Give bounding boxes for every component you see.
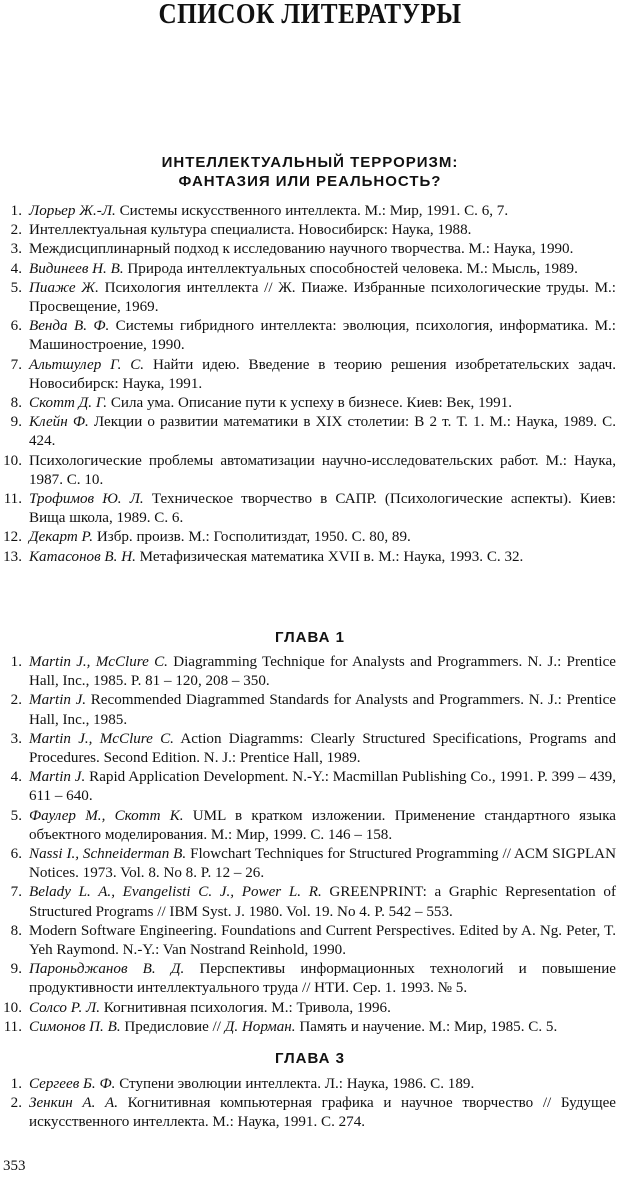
- reference-text: Предисловие //: [124, 1018, 221, 1035]
- reference-item: [0, 240, 616, 259]
- reference-author: Солсо Р. Л.: [29, 999, 101, 1016]
- reference-list: [0, 1075, 616, 1133]
- reference-author: Лорьер Ж.-Л.: [29, 203, 116, 219]
- reference-text: GREENPRINT: a Graphic Representation of Structured Programs // IBM Syst. J. 1980. Vol. 19. No 4. P. 542 – 553.: [29, 884, 616, 920]
- reference-number: 4.: [10, 769, 22, 786]
- reference-number: 3.: [10, 730, 22, 747]
- reference-item: [0, 490, 616, 528]
- reference-text: Междисциплинарный подход к исследованию научного творчества. М.: Наука, 1990.: [29, 241, 574, 258]
- reference-item: [0, 452, 616, 490]
- reference-text: Психология интеллекта // Ж. Пиаже. Избранные психологические труды. М.: Просвещение, 1969.: [29, 279, 616, 316]
- reference-item: [0, 922, 616, 960]
- reference-author: Фаулер М., Скотт К.: [29, 807, 184, 824]
- reference-item: [0, 394, 616, 413]
- reference-number: 10.: [3, 452, 22, 469]
- reference-number: 13.: [3, 548, 22, 565]
- reference-author: Видинеев Н. В.: [29, 260, 124, 277]
- reference-text: Память и научение. М.: Мир, 1985. С. 5.: [299, 1018, 558, 1035]
- reference-text: Action Diagramms: Clearly Structured Specifications, Programs and Procedures. Second Edition. N. J.: Prentice Hall, 1989.: [29, 730, 616, 767]
- reference-number: 1.: [10, 654, 22, 670]
- reference-list: [0, 202, 616, 567]
- reference-author: Катасонов В. Н.: [29, 548, 136, 565]
- section-heading: [0, 628, 620, 647]
- reference-number: 2.: [10, 1095, 22, 1112]
- reference-author: Belady L. A., Evangelisti C. J., Power L. R.: [29, 884, 322, 901]
- reference-number: 10.: [3, 999, 22, 1016]
- section-heading: [0, 1049, 620, 1068]
- reference-author: Пароньджанов В. Д.: [29, 961, 185, 978]
- reference-item: [0, 260, 616, 279]
- reference-author: Скотт Д. Г.: [29, 395, 108, 412]
- reference-item: [0, 807, 616, 845]
- reference-author: Пиаже Ж.: [29, 279, 99, 296]
- reference-number: 3.: [10, 241, 22, 258]
- reference-item: [0, 528, 616, 547]
- reference-item: [0, 413, 616, 451]
- reference-author: Симонов П. В.: [29, 1018, 121, 1035]
- section-heading-line: ГЛАВА 1: [275, 629, 345, 646]
- reference-item: [0, 356, 616, 394]
- section-heading-line: ФАНТАЗИЯ ИЛИ РЕАЛЬНОСТЬ?: [178, 173, 442, 190]
- reference-text: Сила ума. Описание пути к успеху в бизнесе. Киев: Век, 1991.: [110, 395, 513, 412]
- reference-author: Nassi I., Schneiderman B.: [29, 846, 187, 863]
- reference-number: 9.: [10, 414, 22, 431]
- reference-item: [0, 768, 616, 806]
- reference-author: Martin J., McClure C.: [29, 730, 174, 747]
- section-heading-line: ГЛАВА 3: [275, 1050, 345, 1067]
- reference-item: [0, 317, 616, 355]
- reference-number: 1.: [10, 1076, 22, 1092]
- reference-number: 8.: [10, 395, 22, 412]
- reference-number: 5.: [10, 279, 22, 296]
- reference-number: 7.: [10, 884, 22, 901]
- reference-item: [0, 653, 616, 691]
- reference-author: Martin J., McClure C.: [29, 654, 168, 670]
- reference-author: Трофимов Ю. Л.: [29, 491, 144, 508]
- section-heading: [0, 153, 620, 191]
- reference-number: 4.: [10, 260, 22, 277]
- reference-number: 5.: [10, 807, 22, 824]
- reference-text: Rapid Application Development. N.-Y.: Macmillan Publishing Co., 1991. P. 399 – 439, 611 – 640.: [29, 769, 616, 805]
- reference-text: Modern Software Engineering. Foundations and Current Perspectives. Edited by A. Ng. Peter, T. Yeh Raymond. N.-Y.: Van Nostrand Reinhold, 1990.: [29, 922, 616, 959]
- reference-item: [0, 883, 616, 921]
- reference-item: [0, 999, 616, 1018]
- reference-author: Martin J.: [29, 769, 86, 786]
- reference-author: Альтшулер Г. С.: [29, 356, 145, 373]
- reference-item: [0, 279, 616, 317]
- reference-number: 8.: [10, 922, 22, 939]
- reference-item: [0, 691, 616, 729]
- reference-text: Найти идею. Введение в теорию решения изобретательских задач. Новосибирск: Наука, 1991.: [29, 356, 616, 392]
- reference-list: [0, 653, 616, 1037]
- reference-author: Венда В. Ф.: [29, 318, 110, 335]
- reference-text: Flowchart Techniques for Structured Programming // ACM SIGPLAN Notices. 1973. Vol. 8. No 8. P. 12 – 26.: [29, 846, 616, 882]
- reference-item: [0, 548, 616, 567]
- reference-number: 9.: [10, 961, 22, 978]
- reference-number: 6.: [10, 318, 22, 335]
- reference-text: Техническое творчество в САПР. (Психологические аспекты). Киев: Вища школа, 1989. С. 6.: [29, 491, 616, 527]
- reference-text: Когнитивная компьютерная графика и научное творчество // Будущее искусственного интеллекта. М.: Наука, 1991. С. 274.: [29, 1095, 617, 1131]
- reference-text: Метафизическая математика XVII в. М.: Наука, 1993. С. 32.: [139, 548, 524, 565]
- reference-item: [0, 1094, 616, 1132]
- reference-text: Интеллектуальная культура специалиста. Новосибирск: Наука, 1988.: [29, 222, 472, 239]
- reference-text: UML в кратком изложении. Применение стандартного языка объектного моделирования. М.: Мир, 1999. С. 146 – 158.: [29, 807, 616, 843]
- reference-number: 1.: [10, 203, 22, 219]
- reference-item: [0, 1018, 616, 1037]
- page-number: 353: [3, 1158, 26, 1174]
- reference-item: [0, 730, 616, 768]
- reference-text: Природа интеллектуальных способностей человека. М.: Мысль, 1989.: [127, 260, 578, 277]
- reference-number: 7.: [10, 356, 22, 373]
- reference-author: Д. Норман.: [224, 1018, 296, 1035]
- reference-text: Перспективы информационных технологий и повышение продуктивности интеллектуального труда // НТИ. Сер. 1. 1993. № 5.: [29, 961, 616, 997]
- reference-number: 2.: [10, 692, 22, 709]
- reference-item: [0, 1075, 616, 1094]
- section-heading-line: ИНТЕЛЛЕКТУАЛЬНЫЙ ТЕРРОРИЗМ:: [161, 154, 459, 171]
- reference-text: Психологические проблемы автоматизации научно-исследовательских работ. М.: Наука, 1987. С. 10.: [29, 452, 616, 488]
- reference-number: 2.: [10, 222, 22, 239]
- reference-author: Сергеев Б. Ф.: [29, 1076, 116, 1092]
- reference-author: Клейн Ф.: [29, 414, 89, 431]
- reference-author: Martin J.: [29, 692, 87, 709]
- reference-author: Зенкин А. А.: [29, 1095, 119, 1112]
- reference-number: 11.: [3, 1018, 22, 1035]
- reference-item: [0, 221, 616, 240]
- reference-text: Лекции о развитии математики в XIX столетии: В 2 т. Т. 1. М.: Наука, 1989. С. 424.: [29, 414, 616, 450]
- reference-text: Ступени эволюции интеллекта. Л.: Наука, 1986. С. 189.: [119, 1076, 475, 1092]
- reference-text: Системы гибридного интеллекта: эволюция, психология, информатика. М.: Машиностроение, 1990.: [29, 318, 616, 354]
- reference-number: 6.: [10, 846, 22, 863]
- page-title: СПИСОК ЛИТЕРАТУРЫ: [158, 0, 462, 30]
- reference-item: [0, 960, 616, 998]
- reference-author: Декарт Р.: [29, 529, 94, 546]
- reference-text: Diagramming Technique for Analysts and Programmers. N. J.: Prentice Hall, Inc., 1985. P. 81 – 120, 208 – 350.: [29, 654, 617, 690]
- reference-number: 12.: [3, 529, 22, 546]
- reference-text: Системы искусственного интеллекта. М.: Мир, 1991. С. 6, 7.: [119, 203, 509, 219]
- reference-text: Когнитивная психология. М.: Тривола, 1996.: [103, 999, 391, 1016]
- reference-text: Recommended Diagrammed Standards for Analysts and Programmers. N. J.: Prentice Hall, Inc., 1985.: [29, 692, 616, 728]
- reference-text: Избр. произв. М.: Госполитиздат, 1950. С. 80, 89.: [96, 529, 411, 546]
- reference-item: [0, 202, 616, 221]
- reference-item: [0, 845, 616, 883]
- reference-number: 11.: [3, 491, 22, 508]
